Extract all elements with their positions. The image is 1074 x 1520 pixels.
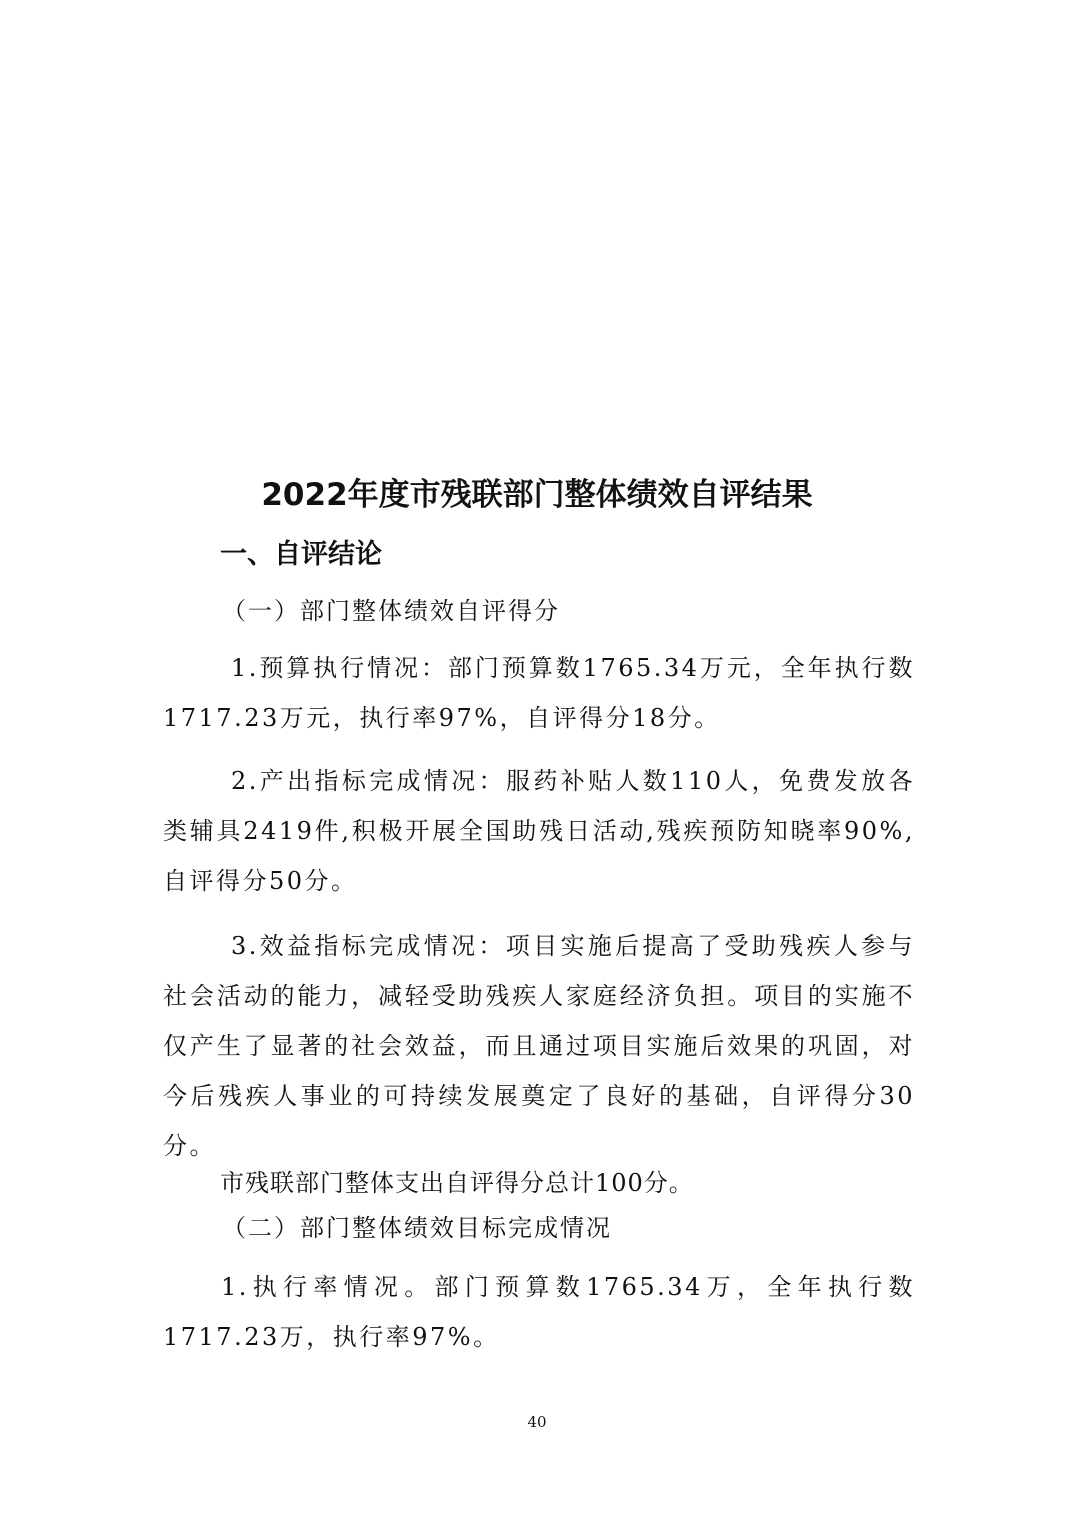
paragraph-output-indicators: 2.产出指标完成情况：服药补贴人数110人，免费发放各类辅具2419件,积极开展全国助残日活动,残疾预防知晓率90%,自评得分50分。 <box>163 767 915 895</box>
section-heading-conclusion: 一、自评结论 <box>220 539 382 570</box>
paragraph-execution-rate: 1.执行率情况。部门预算数1765.34万，全年执行数1717.23万，执行率97%。 <box>163 1273 915 1351</box>
paragraph-budget-execution: 1.预算执行情况：部门预算数1765.34万元，全年执行数1717.23万元，执行率97%，自评得分18分。 <box>163 654 915 732</box>
subsection-heading-targets: （二）部门整体绩效目标完成情况 <box>222 1214 612 1242</box>
page-number: 40 <box>527 1413 547 1431</box>
subsection-heading-score: （一）部门整体绩效自评得分 <box>222 597 560 625</box>
paragraph-total-score: 市残联部门整体支出自评得分总计100分。 <box>220 1169 694 1197</box>
paragraph-benefit-indicators: 3.效益指标完成情况：项目实施后提高了受助残疾人参与社会活动的能力，减轻受助残疾人家庭经济负担。项目的实施不仅产生了显著的社会效益，而且通过项目实施后效果的巩固，对今后残疾人事业的可持续发展奠定了良好的基础，自评得分30分。 <box>163 932 915 1160</box>
document-title: 2022年度市残联部门整体绩效自评结果 <box>261 477 813 513</box>
